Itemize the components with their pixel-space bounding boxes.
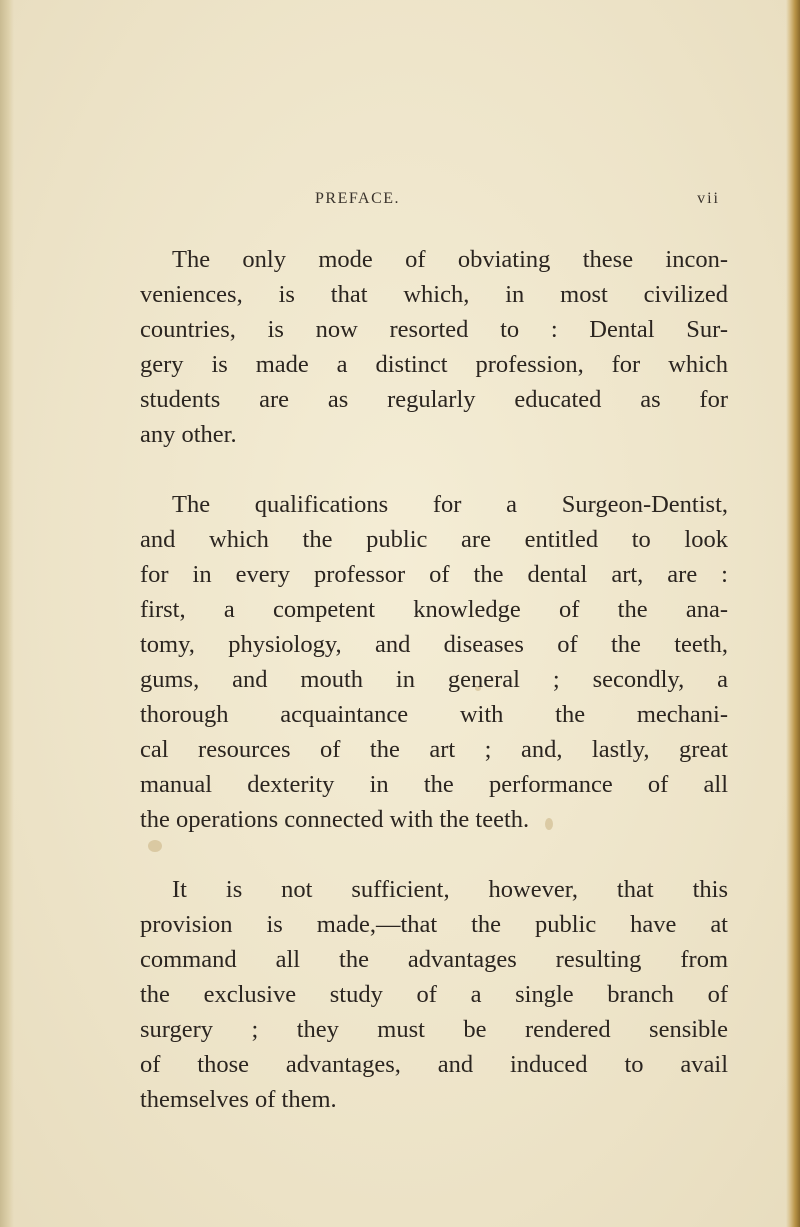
text-line: thorough acquaintance with the mechani- — [140, 701, 728, 728]
text-line: first, a competent knowledge of the ana- — [140, 596, 728, 623]
text-line: themselves of them. — [140, 1086, 337, 1113]
page-header — [120, 190, 720, 214]
text-line: tomy, physiology, and diseases of the teeth, — [140, 631, 728, 658]
text-line: surgery ; they must be rendered sensible — [140, 1016, 728, 1043]
text-line: veniences, is that which, in most civilized — [140, 281, 728, 308]
text-line: the operations connected with the teeth. — [140, 806, 530, 833]
text-line: for in every professor of the dental art, are : — [140, 561, 728, 588]
page-number: vii — [697, 190, 720, 207]
text-line: any other. — [140, 421, 237, 448]
paragraph — [140, 242, 728, 452]
text-line: The qualifications for a Surgeon-Dentist, — [172, 491, 728, 518]
text-line: the exclusive study of a single branch of — [140, 981, 728, 1008]
paragraph — [140, 872, 728, 1117]
paragraph — [140, 487, 728, 837]
text-line: of those advantages, and induced to avail — [140, 1051, 728, 1078]
page-edge — [786, 0, 800, 1227]
text-line: provision is made,—that the public have at — [140, 911, 728, 938]
text-line: command all the advantages resulting from — [140, 946, 728, 973]
text-line: students are as regularly educated as for — [140, 386, 728, 413]
page-gutter-shadow — [0, 0, 14, 1227]
text-line: gery is made a distinct profession, for which — [140, 351, 728, 378]
text-line: cal resources of the art ; and, lastly, great — [140, 736, 728, 763]
text-line: gums, and mouth in general ; secondly, a — [140, 666, 728, 693]
text-line: manual dexterity in the performance of all — [140, 771, 728, 798]
text-line: and which the public are entitled to look — [140, 526, 728, 553]
text-line: countries, is now resorted to : Dental Sur- — [140, 316, 728, 343]
text-line: The only mode of obviating these incon- — [172, 246, 728, 273]
text-line: It is not sufficient, however, that this — [172, 876, 728, 903]
body-text — [140, 242, 728, 1152]
running-head: PREFACE. — [315, 190, 401, 207]
